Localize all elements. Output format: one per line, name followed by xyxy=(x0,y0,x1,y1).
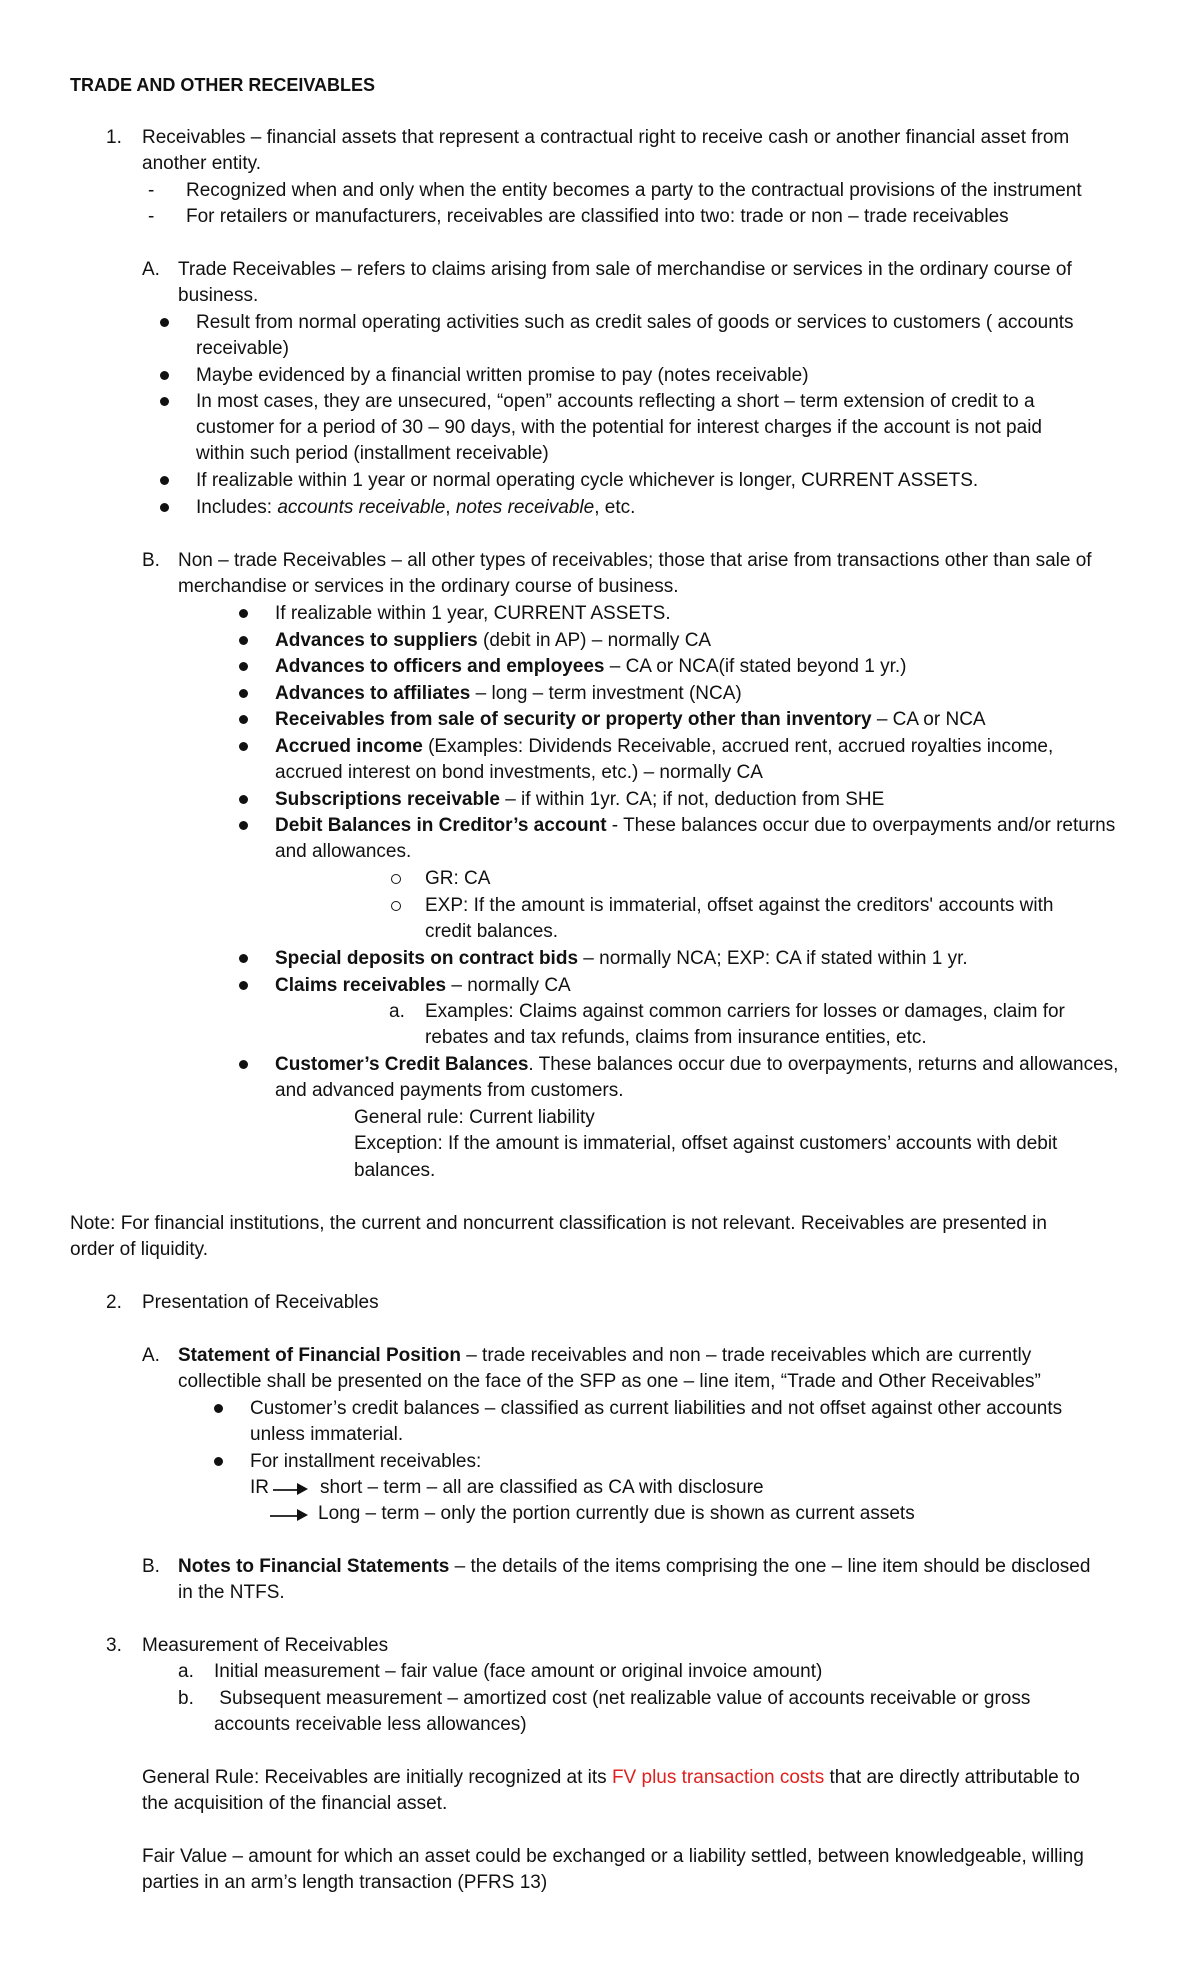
non-trade-heading-cont: merchandise or services in the ordinary course of business. xyxy=(178,576,679,597)
sfp-heading: Statement of Financial Position – trade receivables and non – trade receivables which are currently xyxy=(178,1345,1032,1366)
trade-bullet-2: Maybe evidenced by a financial written promise to pay (notes receivable) xyxy=(196,365,809,386)
fair-value-definition: Fair Value – amount for which an asset could be exchanged or a liability settled, between knowledgeable, willing xyxy=(142,1846,1084,1867)
financial-institutions-note: Note: For financial institutions, the current and noncurrent classification is not relevant. Receivables are presented in xyxy=(70,1213,1047,1234)
dash-marker: - xyxy=(148,180,155,201)
arrow-right-icon xyxy=(270,1515,297,1517)
bullet-icon xyxy=(239,821,248,830)
trade-bullet-3-cont: customer for a period of 30 – 90 days, with the potential for interest charges if the account is not paid xyxy=(196,417,1042,438)
non-trade-heading: Non – trade Receivables – all other types of receivables; those that arise from transactions other than sale of xyxy=(178,550,1092,571)
trade-receivables-heading: Trade Receivables – refers to claims arising from sale of merchandise or services in the ordinary course of xyxy=(178,259,1072,280)
bullet-icon xyxy=(239,715,248,724)
non-trade-item-11-cont: and advanced payments from customers. xyxy=(275,1080,624,1101)
non-trade-item-6-cont: accrued interest on bond investments, etc.) – normally CA xyxy=(275,762,763,783)
bullet-icon xyxy=(160,318,169,327)
bullet-icon xyxy=(239,609,248,618)
circle-bullet-icon xyxy=(391,874,401,884)
ntfs-heading-cont: in the NTFS. xyxy=(178,1582,285,1603)
financial-institutions-note-cont: order of liquidity. xyxy=(70,1239,208,1260)
non-trade-item-10: Claims receivables – normally CA xyxy=(275,975,571,996)
trade-bullet-5: Includes: accounts receivable, notes receivable, etc. xyxy=(196,497,636,518)
receivables-definition-cont: another entity. xyxy=(142,153,262,174)
measurement-a-label: a. xyxy=(178,1661,194,1682)
classification-note: For retailers or manufacturers, receivables are classified into two: trade or non – trade receivables xyxy=(186,206,1009,227)
non-trade-item-3: Advances to officers and employees – CA or NCA(if stated beyond 1 yr.) xyxy=(275,656,907,677)
section-2-number: 2. xyxy=(106,1292,122,1313)
non-trade-item-6: Accrued income (Examples: Dividends Receivable, accrued rent, accrued royalties income, xyxy=(275,736,1054,757)
bullet-icon xyxy=(160,371,169,380)
bullet-icon xyxy=(239,795,248,804)
trade-bullet-4: If realizable within 1 year or normal operating cycle whichever is longer, CURRENT ASSETS. xyxy=(196,470,979,491)
document-title: TRADE AND OTHER RECEIVABLES xyxy=(70,75,376,95)
bullet-icon xyxy=(160,503,169,512)
sfp-heading-cont: collectible shall be presented on the face of the SFP as one – line item, “Trade and Other Receivables” xyxy=(178,1371,1041,1392)
non-trade-item-7: Subscriptions receivable – if within 1yr. CA; if not, deduction from SHE xyxy=(275,789,885,810)
non-trade-item-2: Advances to suppliers (debit in AP) – normally CA xyxy=(275,630,712,651)
subsection-a-label: A. xyxy=(142,259,160,280)
claims-example-label: a. xyxy=(389,1001,405,1022)
creditor-exp: EXP: If the amount is immaterial, offset against the creditors' accounts with xyxy=(425,895,1054,916)
bullet-icon xyxy=(239,954,248,963)
bullet-icon xyxy=(214,1404,223,1413)
bullet-icon xyxy=(239,981,248,990)
section-3-title: Measurement of Receivables xyxy=(142,1635,389,1656)
general-rule-cont: the acquisition of the financial asset. xyxy=(142,1793,448,1814)
trade-bullet-1: Result from normal operating activities such as credit sales of goods or services to customers ( accounts xyxy=(196,312,1074,333)
customer-exception: Exception: If the amount is immaterial, offset against customers’ accounts with debit xyxy=(354,1133,1058,1154)
subsequent-measurement-cont: accounts receivable less allowances) xyxy=(214,1714,527,1735)
creditor-gr: GR: CA xyxy=(425,868,491,889)
arrow-right-icon xyxy=(273,1489,297,1491)
non-trade-item-4: Advances to affiliates – long – term investment (NCA) xyxy=(275,683,742,704)
trade-bullet-1-cont: receivable) xyxy=(196,338,289,359)
installment-short-term: short – term – all are classified as CA with disclosure xyxy=(320,1477,764,1498)
initial-measurement: Initial measurement – fair value (face amount or original invoice amount) xyxy=(214,1661,823,1682)
subsequent-measurement: Subsequent measurement – amortized cost (net realizable value of accounts receivable or gross xyxy=(214,1688,1031,1709)
receivables-definition: Receivables – financial assets that represent a contractual right to receive cash or another financial asset from xyxy=(142,127,1070,148)
section-1-number: 1. xyxy=(106,127,122,148)
trade-bullet-3: In most cases, they are unsecured, “open” accounts reflecting a short – term extension of credit to a xyxy=(196,391,1035,412)
installment-long-term: Long – term – only the portion currently due is shown as current assets xyxy=(318,1503,915,1524)
sfp-bullet-1: Customer’s credit balances – classified as current liabilities and not offset against other accounts xyxy=(250,1398,1063,1419)
ntfs-heading: Notes to Financial Statements – the details of the items comprising the one – line item should be disclosed xyxy=(178,1556,1091,1577)
recognition-note: Recognized when and only when the entity becomes a party to the contractual provisions of the instrument xyxy=(186,180,1082,201)
fair-value-definition-cont: parties in an arm’s length transaction (PFRS 13) xyxy=(142,1872,548,1893)
creditor-exp-cont: credit balances. xyxy=(425,921,559,942)
bullet-icon xyxy=(160,397,169,406)
bullet-icon xyxy=(239,662,248,671)
non-trade-item-11: Customer’s Credit Balances. These balances occur due to overpayments, returns and allowances, xyxy=(275,1054,1119,1075)
dash-marker: - xyxy=(148,206,155,227)
section-3-number: 3. xyxy=(106,1635,122,1656)
claims-example-cont: rebates and tax refunds, claims from insurance entities, etc. xyxy=(425,1027,927,1048)
arrow-head-icon xyxy=(297,1509,308,1521)
bullet-icon xyxy=(160,476,169,485)
arrow-head-icon xyxy=(297,1483,308,1495)
customer-general-rule: General rule: Current liability xyxy=(354,1107,595,1128)
bullet-icon xyxy=(239,689,248,698)
non-trade-item-8-cont: and allowances. xyxy=(275,841,412,862)
sfp-bullet-1-cont: unless immaterial. xyxy=(250,1424,404,1445)
measurement-b-label: b. xyxy=(178,1688,194,1709)
non-trade-item-5: Receivables from sale of security or property other than inventory – CA or NCA xyxy=(275,709,986,730)
trade-bullet-3-cont2: within such period (installment receivable) xyxy=(196,443,549,464)
claims-example: Examples: Claims against common carriers for losses or damages, claim for xyxy=(425,1001,1065,1022)
bullet-icon xyxy=(239,742,248,751)
ir-label: IR xyxy=(250,1477,269,1498)
circle-bullet-icon xyxy=(391,901,401,911)
bullet-icon xyxy=(239,636,248,645)
non-trade-item-9: Special deposits on contract bids – normally NCA; EXP: CA if stated within 1 yr. xyxy=(275,948,968,969)
non-trade-item-8: Debit Balances in Creditor’s account - These balances occur due to overpayments and/or returns xyxy=(275,815,1116,836)
presentation-a-label: A. xyxy=(142,1345,160,1366)
trade-receivables-heading-cont: business. xyxy=(178,285,259,306)
general-rule: General Rule: Receivables are initially recognized at its FV plus transaction costs that are directly attributable to xyxy=(142,1767,1080,1788)
bullet-icon xyxy=(214,1457,223,1466)
section-2-title: Presentation of Receivables xyxy=(142,1292,379,1313)
presentation-b-label: B. xyxy=(142,1556,160,1577)
bullet-icon xyxy=(239,1060,248,1069)
subsection-b-label: B. xyxy=(142,550,160,571)
customer-exception-cont: balances. xyxy=(354,1160,436,1181)
sfp-bullet-2: For installment receivables: xyxy=(250,1451,482,1472)
non-trade-item-1: If realizable within 1 year, CURRENT ASSETS. xyxy=(275,603,671,624)
